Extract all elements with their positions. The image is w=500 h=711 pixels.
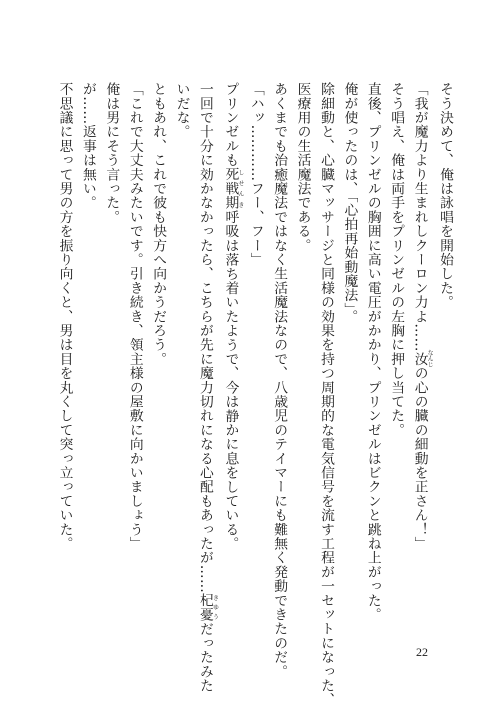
text-line-2: 「我が魔力より生まれしクーロン力よ……汝なんじの心の臓の細動を正さん！」 bbox=[411, 82, 434, 551]
text-line-8: あくまでも治癒魔法ではなく生活魔法なので、八歳児のテイマーにも難無く発動できたのだ。 bbox=[271, 82, 288, 679]
text-line-9: 「ハッ…………フー、フー」 bbox=[247, 82, 264, 267]
ruby-shisenki: 死戦期しせんき bbox=[222, 167, 244, 210]
text-line-10: プリンゼルも死戦期しせんき呼吸は落ち着いたようで、今は静かに息をしている。 bbox=[222, 82, 244, 551]
text-line-13: ともあれ、これで彼も快方へ向かうだろう。 bbox=[150, 82, 167, 366]
page-number: 22 bbox=[416, 645, 428, 659]
text-line-5: 俺が使ったのは、「心拍再始動魔法」。 bbox=[341, 82, 358, 324]
text-line-4: 直後、プリンゼルの胸囲に高い電圧がかかり、プリンゼルはビクンと跳ね上がった。 bbox=[364, 82, 381, 622]
text-line-3: そう唱え、俺は両手をプリンゼルの左胸に押し当てた。 bbox=[388, 82, 405, 437]
text-line-11: 一回で十分に効かなかったら、こちらが先に魔力切れになる心配もあったが……杞憂きゆうだったみた bbox=[196, 82, 219, 693]
text-line-14: 「これで大丈夫みたいです。引き続き、領主様の屋敷に向かいましょう」 bbox=[126, 82, 143, 551]
text-line-12: いだな。 bbox=[173, 82, 190, 139]
text-line-6: 除細動と、心臓マッサージと同様の効果を持つ周期的な電気信号を流す工程が一セットになった、 bbox=[317, 82, 334, 707]
text-line-7: 医療用の生活魔法である。 bbox=[294, 82, 311, 253]
ruby-nanji: 汝なんじ bbox=[411, 349, 434, 368]
text-line-1: そう決めて、俺は詠唱を開始した。 bbox=[437, 82, 453, 310]
text-line-17: 不思議に思って男の方を振り向くと、男は目を丸くして突っ立っていた。 bbox=[56, 82, 73, 551]
ruby-kiyuu: 杞憂きゆう bbox=[196, 593, 219, 622]
text-line-15: 俺は男にそう言った。 bbox=[103, 82, 120, 224]
text-line-16: が……返事は無い。 bbox=[79, 82, 96, 210]
